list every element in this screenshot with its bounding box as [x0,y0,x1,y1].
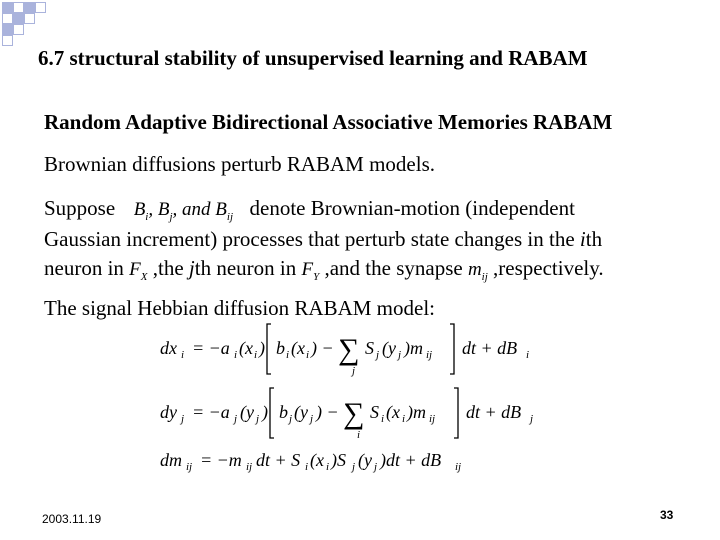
svg-text:j: j [352,461,356,473]
suppose-word: Suppose [44,196,116,220]
left-bracket-2 [270,388,274,438]
svg-text:j: j [374,461,378,473]
svg-text:j: j [398,349,402,361]
sum-symbol-2: ∑ [343,397,365,430]
slide-title: 6.7 structural stability of unsupervised learning and RABAM [38,46,588,70]
page-number: 33 [660,508,674,522]
svg-text:(y: (y [294,402,308,422]
svg-text:dt + dB: dt + dB [466,402,522,422]
svg-text:j: j [256,413,260,425]
svg-text:(x: (x [291,338,305,358]
corner-decoration-square [13,2,24,13]
svg-text:= −m: = −m [200,450,242,470]
svg-text:i: i [381,413,385,425]
left-bracket-1 [267,324,271,374]
svg-text:S: S [370,402,379,422]
paragraph-brownian: Brownian diffusions perturb RABAM models. [44,152,436,176]
paragraph-signal-hebbian: The signal Hebbian diffusion RABAM model: [44,296,435,320]
suppose-text-1: denote Brownian-motion (independent [249,196,575,220]
svg-text:i: i [306,349,310,361]
svg-text:(x: (x [310,450,324,470]
corner-decoration-square [2,24,13,35]
svg-text:) −: ) − [316,402,339,422]
svg-text:dm: dm [160,450,182,470]
svg-text:j: j [181,413,185,425]
svg-text:ij: ij [426,349,433,361]
synapse-mij: $m_{ij}$ [467,259,488,283]
corner-decoration-square [24,2,35,13]
sum-symbol-1: ∑ [338,333,360,366]
svg-text:(x: (x [386,402,400,422]
svg-text:): ) [262,402,268,422]
corner-decoration-square [13,24,24,35]
svg-text:)S: )S [331,450,346,470]
svg-text:ij: ij [429,413,436,425]
corner-decoration-square [24,13,35,24]
paragraph-suppose-line2: Gaussian increment) processes that perturb state changes in the ith [44,227,603,251]
svg-text:)dt + dB: )dt + dB [380,450,442,470]
svg-text:(y: (y [358,450,372,470]
svg-text:dt + dB: dt + dB [462,338,518,358]
right-bracket-1 [450,324,454,374]
footer-date: 2003.11.19 [42,512,102,526]
section-heading: Random Adaptive Bidirectional Associative Memories RABAM [44,110,613,134]
svg-text:i: i [286,349,290,361]
svg-text:b: b [276,338,285,358]
svg-text:= −a: = −a [192,338,230,358]
svg-text:j: j [310,413,314,425]
svg-text:i: i [326,461,330,473]
equation-block [158,318,578,480]
svg-text:(y: (y [240,402,254,422]
svg-text:b: b [279,402,288,422]
equations-svg [158,318,578,480]
svg-text:j: j [289,413,293,425]
svg-text:)m: )m [404,338,423,358]
svg-text:) −: ) − [311,338,334,358]
corner-decoration-square [35,2,46,13]
svg-text:dy: dy [160,402,177,422]
svg-text:i: i [402,413,406,425]
svg-text:)m: )m [407,402,426,422]
paragraph-suppose-line3: neuron in $F_X$ ,the jth neuron in $F_Y$ ,and the synapse $m_{ij}$ ,respectively. [44,256,604,283]
brownian-variables: $B_i$, $B_j$, and $B_{ij}$ [133,199,234,223]
equation-dm [160,450,461,473]
svg-text:): ) [259,338,265,358]
svg-text:i: i [357,429,361,441]
svg-text:i: i [526,349,530,361]
svg-text:(x: (x [239,338,253,358]
svg-text:i: i [305,461,309,473]
svg-text:dx: dx [160,338,177,358]
right-bracket-2 [454,388,458,438]
equation-dy [160,388,533,441]
field-fy: $F_Y$ [301,259,320,283]
corner-decoration-square [13,13,24,24]
svg-text:dt + S: dt + S [256,450,301,470]
corner-decoration-square [2,2,13,13]
svg-text:i: i [254,349,258,361]
corner-decoration-square [2,35,13,46]
equation-dx [160,324,529,377]
svg-text:S: S [365,338,374,358]
svg-text:ij: ij [246,461,253,473]
svg-text:j: j [530,413,534,425]
svg-text:ij: ij [455,461,462,473]
field-fx: $F_X$ [129,259,148,283]
corner-decoration-square [2,13,13,24]
svg-text:(y: (y [382,338,396,358]
svg-text:i: i [181,349,185,361]
svg-text:j: j [234,413,238,425]
svg-text:i: i [234,349,238,361]
svg-text:j: j [376,349,380,361]
paragraph-suppose-line1 [44,196,575,223]
svg-text:ij: ij [186,461,193,473]
svg-text:= −a: = −a [192,402,230,422]
svg-text:j: j [352,365,356,377]
